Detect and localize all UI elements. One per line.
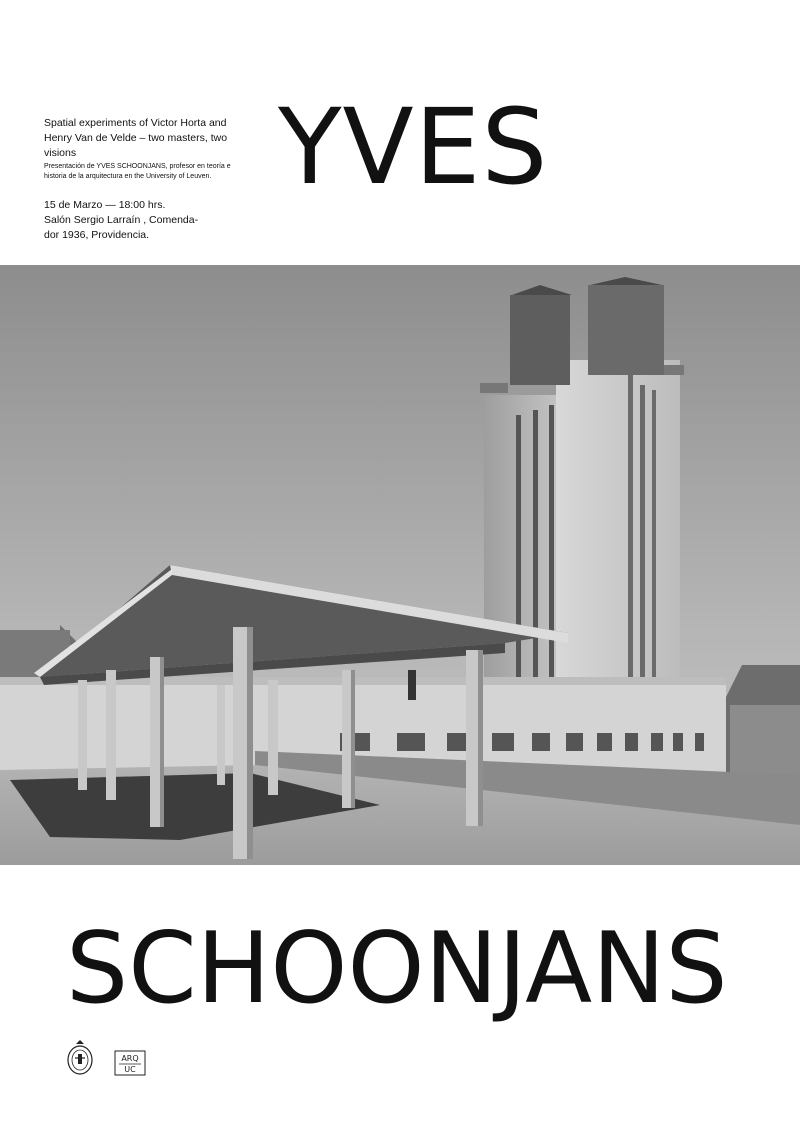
event-details: [44, 198, 214, 243]
arq-uc-logo-icon: [114, 1050, 146, 1076]
speaker-first-name: YVES: [278, 86, 549, 208]
intro-text-block: [44, 116, 244, 243]
event-venue-line-2: dor 1936, Providencia.: [44, 229, 150, 241]
event-venue-line-1: Salón Sergio Larraín , Comenda-: [44, 214, 199, 226]
speaker-last-name: SCHOONJANS: [66, 912, 728, 1026]
event-date-time: 15 de Marzo — 18:00 hrs.: [44, 199, 166, 211]
university-seal-icon: [66, 1040, 94, 1076]
architecture-photo: [0, 265, 800, 865]
presenter-description: Presentación de YVES SCHOONJANS, profesor en teoría e historia de la arquitectura en the University of Leuven.: [44, 163, 231, 180]
svg-text:ARQ: ARQ: [121, 1054, 139, 1063]
svg-text:UC: UC: [124, 1065, 136, 1074]
talk-title: Spatial experiments of Victor Horta and Henry Van de Velde – two masters, two visions: [44, 117, 228, 159]
